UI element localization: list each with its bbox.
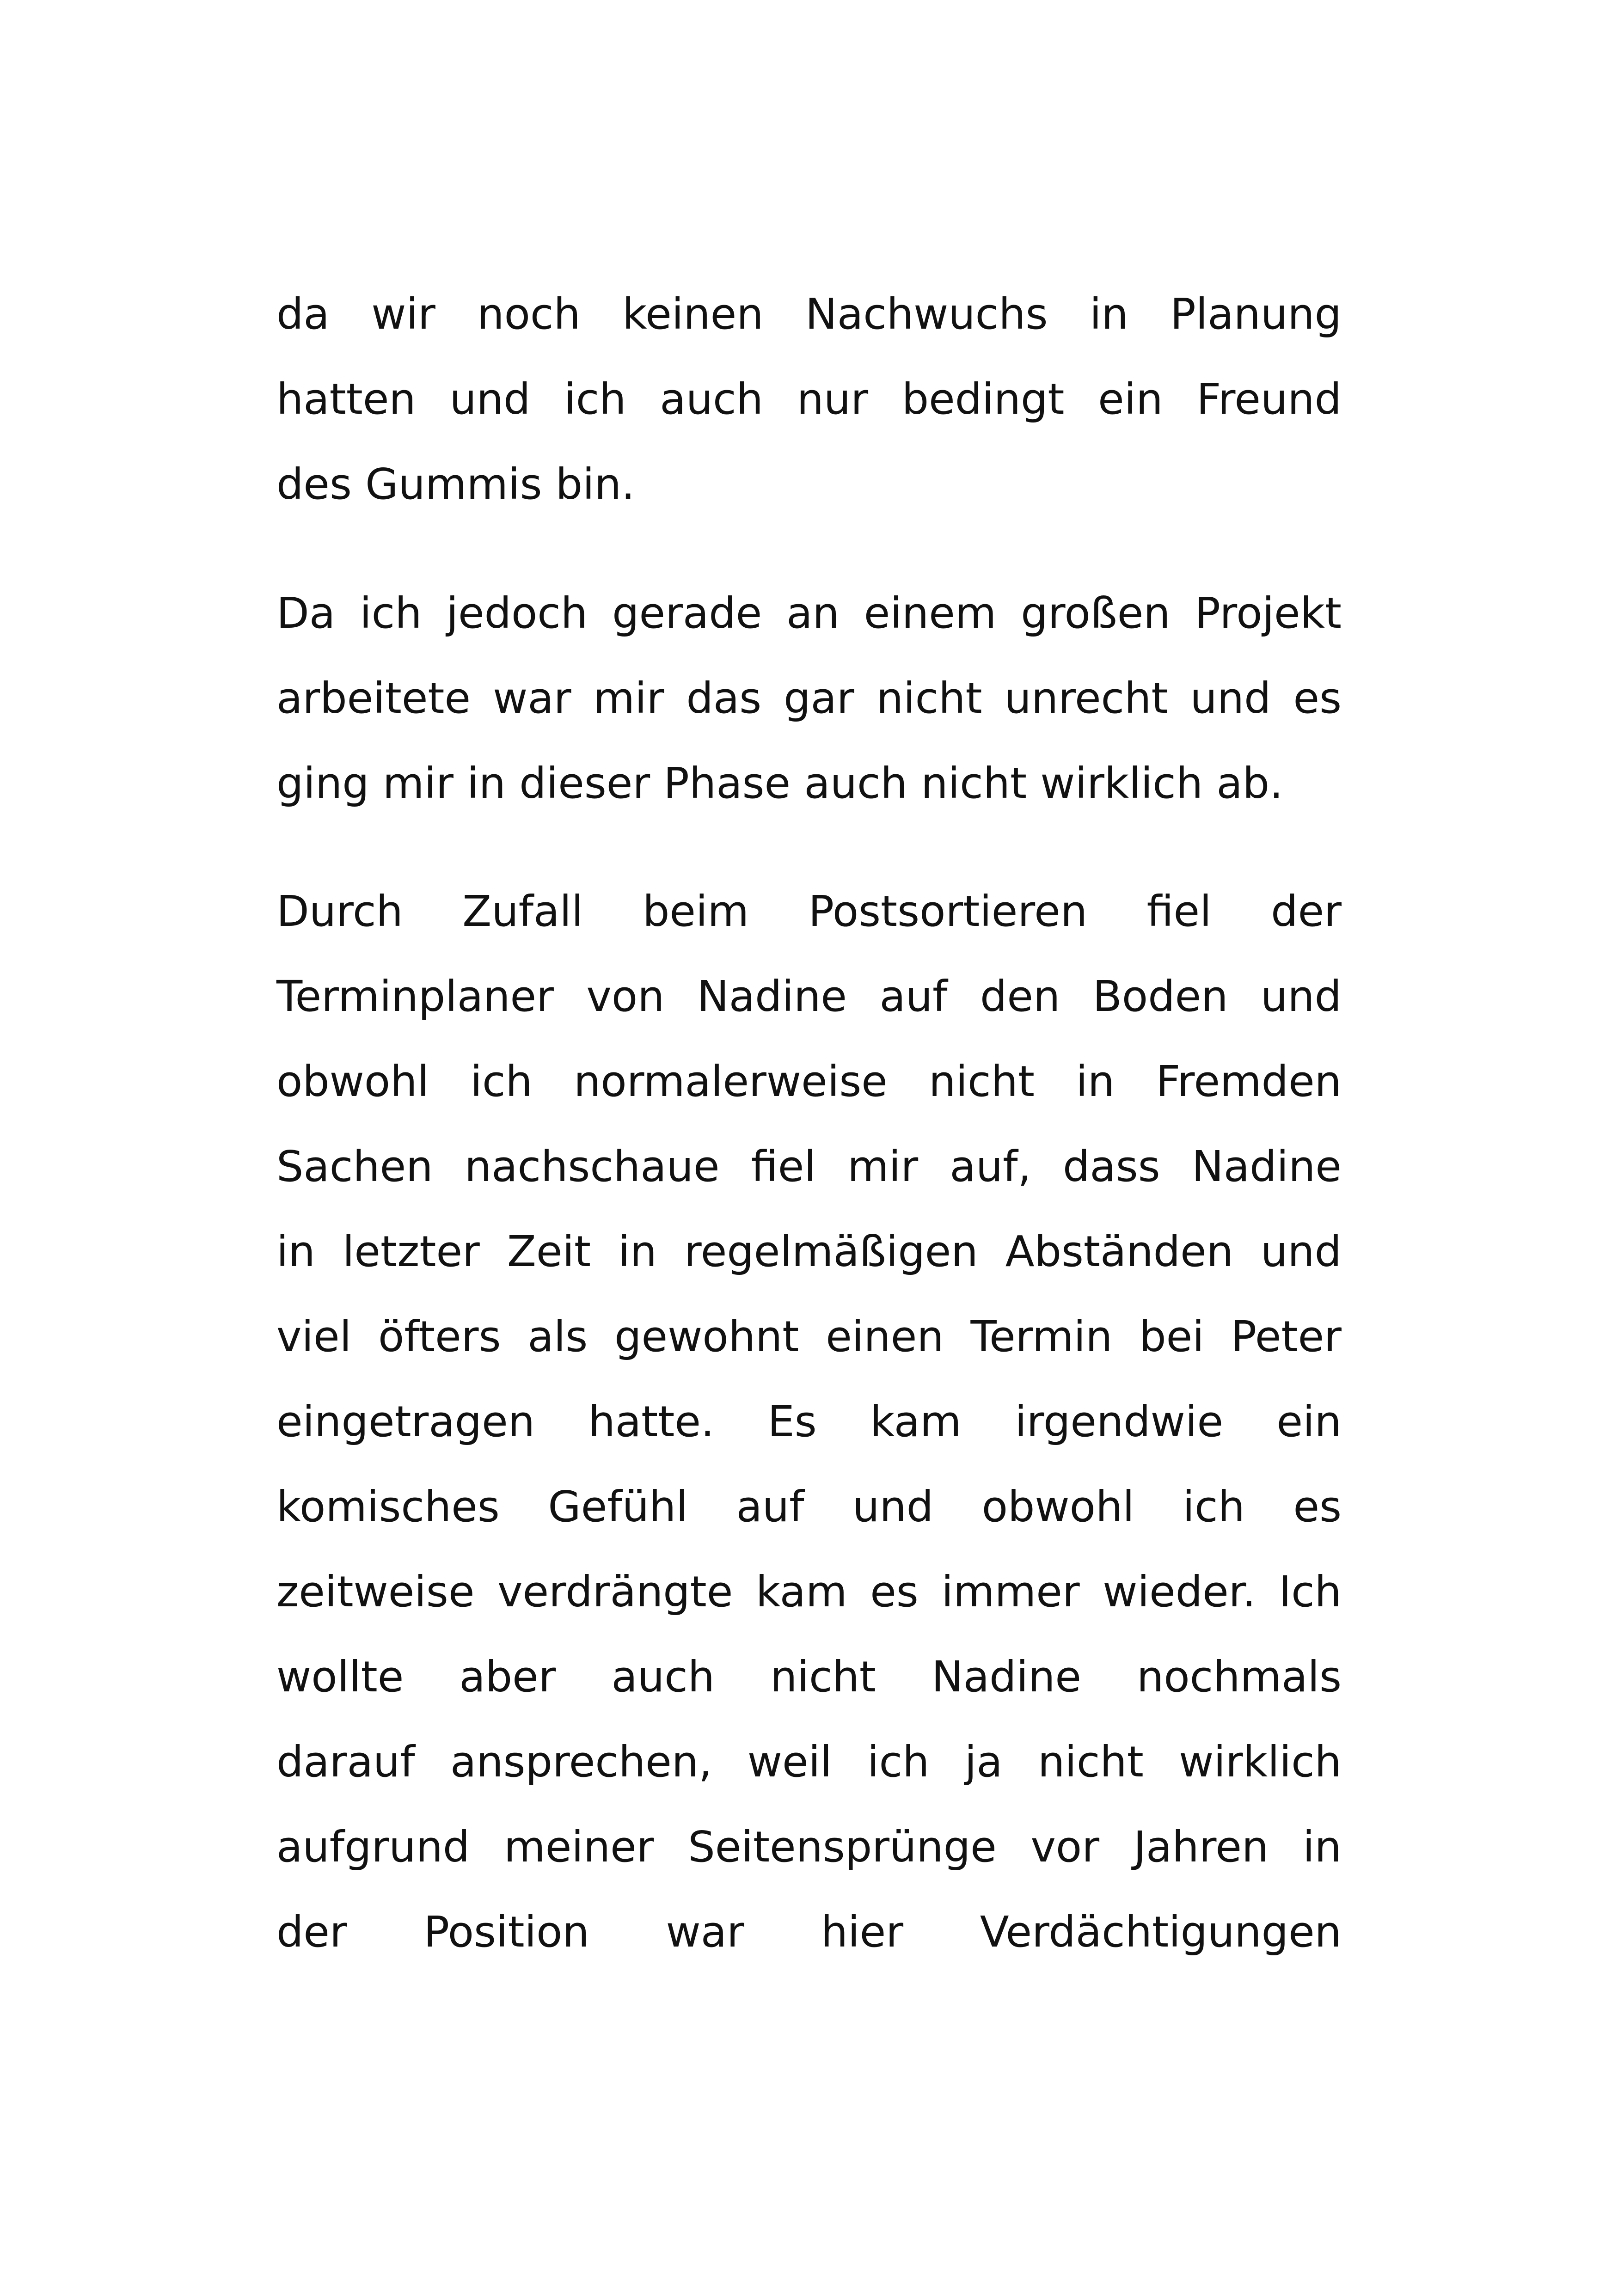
text-line: Durch Zufall beim Postsortieren fiel der [276,887,1342,936]
text-line: viel öfters als gewohnt einen Termin bei Peter [276,1312,1342,1361]
text-line: hatten und ich auch nur bedingt ein Freund [276,374,1342,424]
text-line: des Gummis bin. [276,459,635,509]
text-line: komisches Gefühl auf und obwohl ich es [276,1482,1342,1531]
text-line: aufgrund meiner Seitensprünge vor Jahren in [276,1822,1342,1872]
text-line: in letzter Zeit in regelmäßigen Abständen und [276,1227,1342,1276]
text-line: Sachen nachschaue fiel mir auf, dass Nadine [276,1142,1342,1191]
text-line: Da ich jedoch gerade an einem großen Projekt [276,588,1342,638]
paragraph-2 [276,571,1342,826]
text-line: arbeitete war mir das gar nicht unrecht und es [276,673,1342,723]
text-line: darauf ansprechen, weil ich ja nicht wirklich [276,1737,1342,1787]
text-line: eingetragen hatte. Es kam irgendwie ein [276,1397,1342,1446]
text-line: obwohl ich normalerweise nicht in Fremden [276,1057,1342,1106]
text-line: ging mir in dieser Phase auch nicht wirklich ab. [276,759,1283,808]
text-line: Terminplaner von Nadine auf den Boden und [276,972,1342,1021]
paragraph-1 [276,272,1342,527]
paragraph-3 [276,869,1342,1975]
text-line: zeitweise verdrängte kam es immer wieder. Ich [276,1567,1342,1616]
text-line: da wir noch keinen Nachwuchs in Planung [276,289,1342,339]
text-line: wollte aber auch nicht Nadine nochmals [276,1652,1342,1702]
text-line: der Position war hier Verdächtigungen [276,1907,1342,1957]
